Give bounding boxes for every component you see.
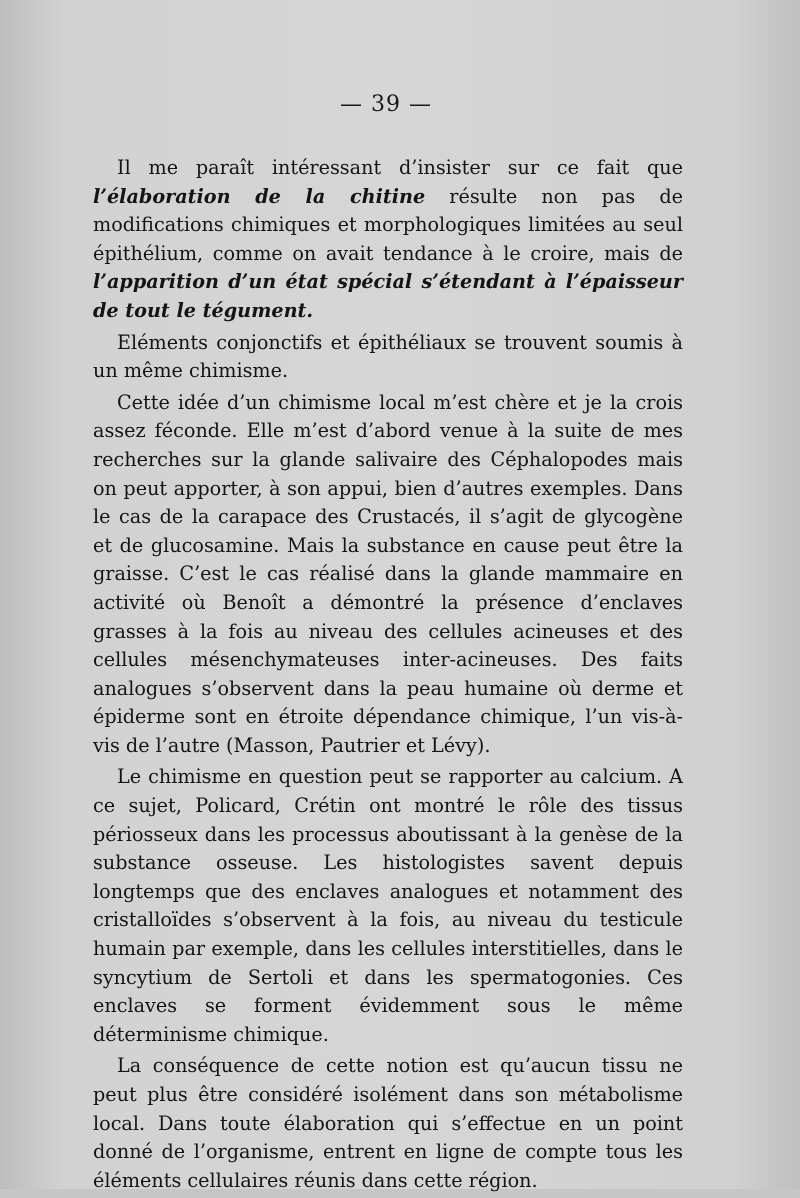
text-run: Eléments conjonctifs et épithéliaux se trouvent soumis à un même chimisme. — [93, 330, 683, 383]
italic-run: l’élaboration de la chitine — [93, 184, 426, 208]
text-run: Le chimisme en question peut se rapporter au calcium. A ce sujet, Policard, Crétin ont montré le rôle des tissus périosseux dans les processus aboutissant à la genèse de la substance osseuse. Les histologistes savent depuis longtemps que des enclaves analogues et notamment des cristalloïdes s’observent à la fois, au niveau du testicule humain par exemple, dans les cellules interstitielles, dans le syncytium de Sertoli et dans les spermatogonies. Ces enclaves se forment évidemment sous le même déterminisme chimique. — [93, 765, 683, 1046]
body-text — [93, 154, 683, 1198]
paragraph — [93, 1052, 683, 1195]
text-run: La conséquence de cette notion est qu’aucun tissu ne peut plus être considéré isolément dans son métabolisme local. Dans toute élaboration qui s’effectue en un point donné de l’organisme, entrent en ligne de compte tous les éléments cellulaires réunis dans cette région. — [93, 1054, 683, 1192]
paragraph — [93, 389, 683, 761]
text-run: résulte non pas de modifications chimiques et morphologiques limitées au seul épithélium, comme on avait tendance à le croire, mais de — [93, 184, 683, 265]
paragraph — [93, 763, 683, 1049]
italic-run: l’apparition d’un état spécial s’étendant à l’épaisseur de tout le tégument. — [93, 270, 683, 322]
paragraph — [93, 329, 683, 386]
text-run: Cette idée d’un chimisme local m’est chère et je la crois assez féconde. Elle m’est d’abord venue à la suite de mes recherches sur la glande salivaire des Céphalopodes mais on peut apporter, à son appui, bien d’autres exemples. Dans le cas de la carapace des Crustacés, il s’agit de glycogène et de glucosamine. Mais la substance en cause peut être la graisse. C’est le cas réalisé dans la glande mammaire en activité où Benoît a démontré la présence d’enclaves grasses à la fois au niveau des cellules acineuses et des cellules mésenchymateuses inter-acineuses. Des faits analogues s’observent dans la peau humaine où derme et épiderme sont en étroite dépendance chimique, l’un vis-à-vis de l’autre (Masson, Pautrier et Lévy). — [93, 390, 683, 757]
paragraph — [93, 154, 683, 326]
page-number: — 39 — — [340, 92, 432, 117]
text-run: Il me paraît intéressant d’insister sur ce fait que — [117, 156, 683, 179]
